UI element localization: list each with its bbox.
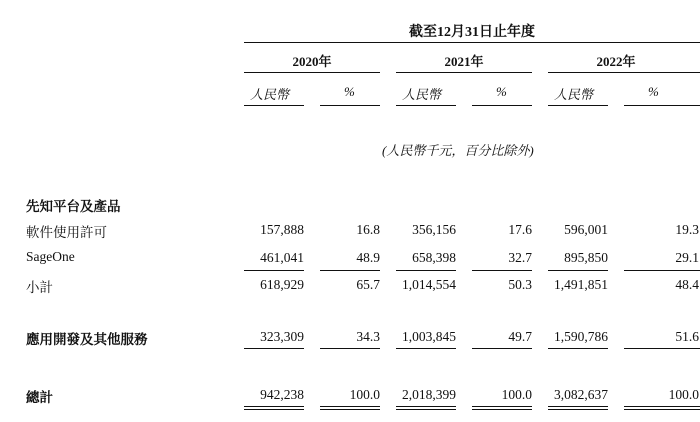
- total-double-rule-pct-2022: [624, 406, 700, 410]
- col-rmb-2021: 人民幣: [402, 87, 442, 102]
- sub-rule-rmb-2022: [548, 105, 608, 106]
- cell-rmb-2020: 157,888: [260, 222, 304, 237]
- cell-pct-2022: 19.3: [675, 222, 699, 237]
- subtotal-rule-rmb-2022: [548, 270, 608, 271]
- col-pct-2020: %: [344, 84, 355, 99]
- col-rmb-2022: 人民幣: [554, 87, 594, 102]
- row-label: 總計: [26, 390, 53, 405]
- total-double-rule-pct-2021: [472, 406, 532, 410]
- cell-rmb-2022: 1,491,851: [554, 277, 608, 292]
- cell-rmb-2020: 618,929: [260, 277, 304, 292]
- cell-pct-2020: 100.0: [349, 387, 380, 402]
- cell-rmb-2021: 356,156: [412, 222, 456, 237]
- row-label: 軟件使用許可: [26, 225, 107, 240]
- sub-rule-rmb-2020: [244, 105, 304, 106]
- total-top-rule-rmb-2022: [548, 348, 608, 349]
- cell-pct-2021: 49.7: [508, 329, 532, 344]
- total-top-rule-pct-2021: [472, 348, 532, 349]
- cell-pct-2021: 17.6: [508, 222, 532, 237]
- row-label: 小計: [26, 280, 53, 295]
- cell-rmb-2020: 942,238: [260, 387, 304, 402]
- cell-rmb-2021: 1,014,554: [402, 277, 456, 292]
- cell-rmb-2022: 596,001: [564, 222, 608, 237]
- sub-rule-rmb-2021: [396, 105, 456, 106]
- subtotal-rule-pct-2020: [320, 270, 380, 271]
- cell-pct-2021: 100.0: [501, 387, 532, 402]
- cell-rmb-2021: 658,398: [412, 250, 456, 265]
- total-top-rule-rmb-2020: [244, 348, 304, 349]
- year-2020: 2020年: [292, 54, 332, 69]
- cell-rmb-2020: 461,041: [260, 250, 304, 265]
- year-2021: 2021年: [444, 54, 484, 69]
- cell-pct-2022: 100.0: [668, 387, 699, 402]
- year-rule-2022: [548, 72, 700, 73]
- year-2022: 2022年: [596, 54, 636, 69]
- total-double-rule-rmb-2022: [548, 406, 608, 410]
- year-rule-2021: [396, 72, 532, 73]
- sub-rule-pct-2021: [472, 105, 532, 106]
- unit-note: (人民幣千元，百分比除外): [382, 143, 534, 158]
- subtotal-rule-rmb-2021: [396, 270, 456, 271]
- cell-pct-2020: 65.7: [356, 277, 380, 292]
- cell-pct-2021: 32.7: [508, 250, 532, 265]
- section-title: 先知平台及產品: [26, 199, 121, 214]
- total-double-rule-rmb-2021: [396, 406, 456, 410]
- cell-rmb-2021: 1,003,845: [402, 329, 456, 344]
- total-double-rule-pct-2020: [320, 406, 380, 410]
- cell-pct-2020: 16.8: [356, 222, 380, 237]
- period-header: 截至12月31日止年度: [409, 25, 535, 40]
- cell-pct-2021: 50.3: [508, 277, 532, 292]
- subtotal-rule-pct-2022: [624, 270, 700, 271]
- cell-rmb-2022: 895,850: [564, 250, 608, 265]
- cell-rmb-2022: 1,590,786: [554, 329, 608, 344]
- cell-pct-2022: 51.6: [675, 329, 699, 344]
- cell-pct-2022: 48.4: [675, 277, 699, 292]
- col-rmb-2020: 人民幣: [250, 87, 290, 102]
- total-double-rule-rmb-2020: [244, 406, 304, 410]
- sub-rule-pct-2020: [320, 105, 380, 106]
- cell-rmb-2021: 2,018,399: [402, 387, 456, 402]
- cell-pct-2020: 34.3: [356, 329, 380, 344]
- subtotal-rule-rmb-2020: [244, 270, 304, 271]
- sub-rule-pct-2022: [624, 105, 700, 106]
- total-top-rule-pct-2022: [624, 348, 700, 349]
- year-rule-2020: [244, 72, 380, 73]
- cell-rmb-2020: 323,309: [260, 329, 304, 344]
- total-top-rule-pct-2020: [320, 348, 380, 349]
- period-rule: [244, 42, 700, 43]
- cell-rmb-2022: 3,082,637: [554, 387, 608, 402]
- subtotal-rule-pct-2021: [472, 270, 532, 271]
- row-label: 應用開發及其他服務: [26, 332, 148, 347]
- cell-pct-2020: 48.9: [356, 250, 380, 265]
- col-pct-2021: %: [496, 84, 507, 99]
- total-top-rule-rmb-2021: [396, 348, 456, 349]
- row-label: SageOne: [26, 249, 75, 264]
- col-pct-2022: %: [648, 84, 659, 99]
- cell-pct-2022: 29.1: [675, 250, 699, 265]
